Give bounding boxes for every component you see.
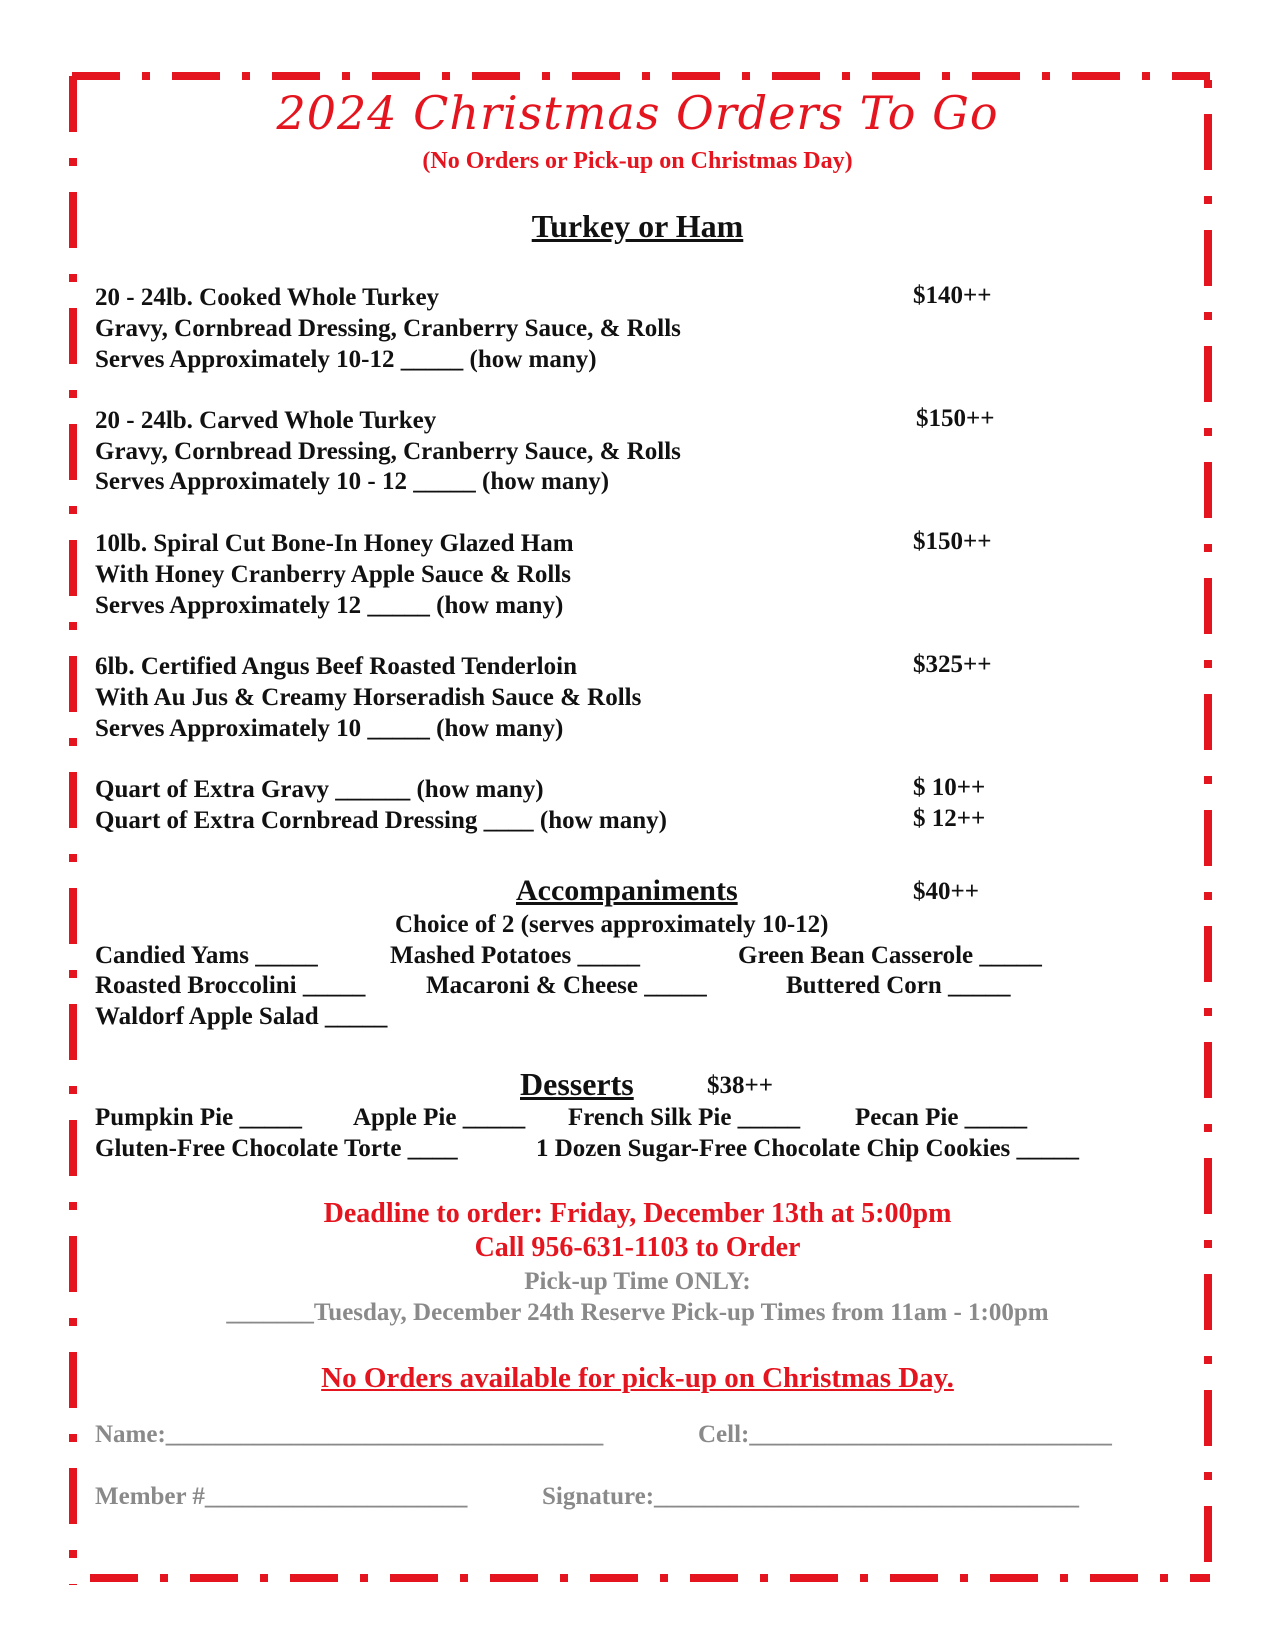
accompaniment-option: Buttered Corn _____ <box>786 972 1011 999</box>
accompaniment-option: Green Bean Casserole _____ <box>738 942 1042 969</box>
pickup-label: Pick-up Time ONLY: <box>524 1268 751 1295</box>
page-subtitle: (No Orders or Pick-up on Christmas Day) <box>422 148 853 174</box>
accompaniment-option: Mashed Potatoes _____ <box>390 942 640 969</box>
section-heading-turkey-ham: Turkey or Ham <box>531 208 744 244</box>
extra-item: Quart of Extra Gravy ______ (how many) <box>95 776 544 803</box>
item-price: $150++ <box>913 528 992 555</box>
item-serves: Serves Approximately 10-12 _____ (how many) <box>95 346 597 373</box>
item-name: 10lb. Spiral Cut Bone-In Honey Glazed Ham <box>95 530 574 557</box>
dessert-option: Pumpkin Pie _____ <box>95 1104 302 1131</box>
page-title: 2024 Christmas Orders To Go <box>276 86 999 140</box>
section-heading-desserts: Desserts <box>520 1066 634 1102</box>
accompaniments-note: Choice of 2 (serves approximately 10-12) <box>395 911 829 938</box>
dessert-option: 1 Dozen Sugar-Free Chocolate Chip Cookies _____ <box>536 1135 1080 1162</box>
accompaniment-option: Macaroni & Cheese _____ <box>426 972 707 999</box>
signature-field[interactable]: Signature:__________________________________ <box>542 1483 1080 1510</box>
desserts-price: $38++ <box>707 1072 773 1099</box>
dessert-option: Gluten-Free Chocolate Torte ____ <box>95 1135 458 1162</box>
extra-price: $ 10++ <box>913 774 986 801</box>
extra-price: $ 12++ <box>913 805 986 832</box>
item-description: With Au Jus & Creamy Horseradish Sauce & Rolls <box>95 684 642 711</box>
item-name: 20 - 24lb. Cooked Whole Turkey <box>95 284 440 311</box>
accompaniment-option: Roasted Broccolini _____ <box>95 972 366 999</box>
dessert-option: Pecan Pie _____ <box>855 1104 1028 1131</box>
accompaniments-price: $40++ <box>913 878 979 905</box>
section-heading-accompaniments: Accompaniments <box>516 874 738 907</box>
item-serves: Serves Approximately 10 - 12 _____ (how many) <box>95 468 610 495</box>
extra-item: Quart of Extra Cornbread Dressing ____ (how many) <box>95 807 667 834</box>
member-number-field[interactable]: Member #_____________________ <box>95 1483 468 1510</box>
name-field[interactable]: Name:___________________________________ <box>95 1421 604 1448</box>
item-serves: Serves Approximately 10 _____ (how many) <box>95 715 564 742</box>
accompaniment-option: Waldorf Apple Salad _____ <box>95 1003 388 1030</box>
dessert-option: Apple Pie _____ <box>353 1104 526 1131</box>
pickup-time: _______Tuesday, December 24th Reserve Pick-up Times from 11am - 1:00pm <box>226 1299 1049 1326</box>
item-price: $150++ <box>916 405 995 432</box>
order-phone: Call 956-631-1103 to Order <box>474 1232 801 1263</box>
item-description: Gravy, Cornbread Dressing, Cranberry Sauce, & Rolls <box>95 315 681 342</box>
dessert-option: French Silk Pie _____ <box>568 1104 801 1131</box>
item-price: $140++ <box>913 282 992 309</box>
item-name: 20 - 24lb. Carved Whole Turkey <box>95 407 437 434</box>
christmas-day-notice: No Orders available for pick-up on Christmas Day. <box>321 1362 954 1394</box>
item-description: Gravy, Cornbread Dressing, Cranberry Sauce, & Rolls <box>95 438 681 465</box>
cell-field[interactable]: Cell:_____________________________ <box>698 1421 1112 1448</box>
item-name: 6lb. Certified Angus Beef Roasted Tenderloin <box>95 653 577 680</box>
item-serves: Serves Approximately 12 _____ (how many) <box>95 592 564 619</box>
accompaniment-option: Candied Yams _____ <box>95 942 318 969</box>
item-description: With Honey Cranberry Apple Sauce & Rolls <box>95 561 571 588</box>
item-price: $325++ <box>913 651 992 678</box>
order-deadline: Deadline to order: Friday, December 13th at 5:00pm <box>323 1198 952 1229</box>
